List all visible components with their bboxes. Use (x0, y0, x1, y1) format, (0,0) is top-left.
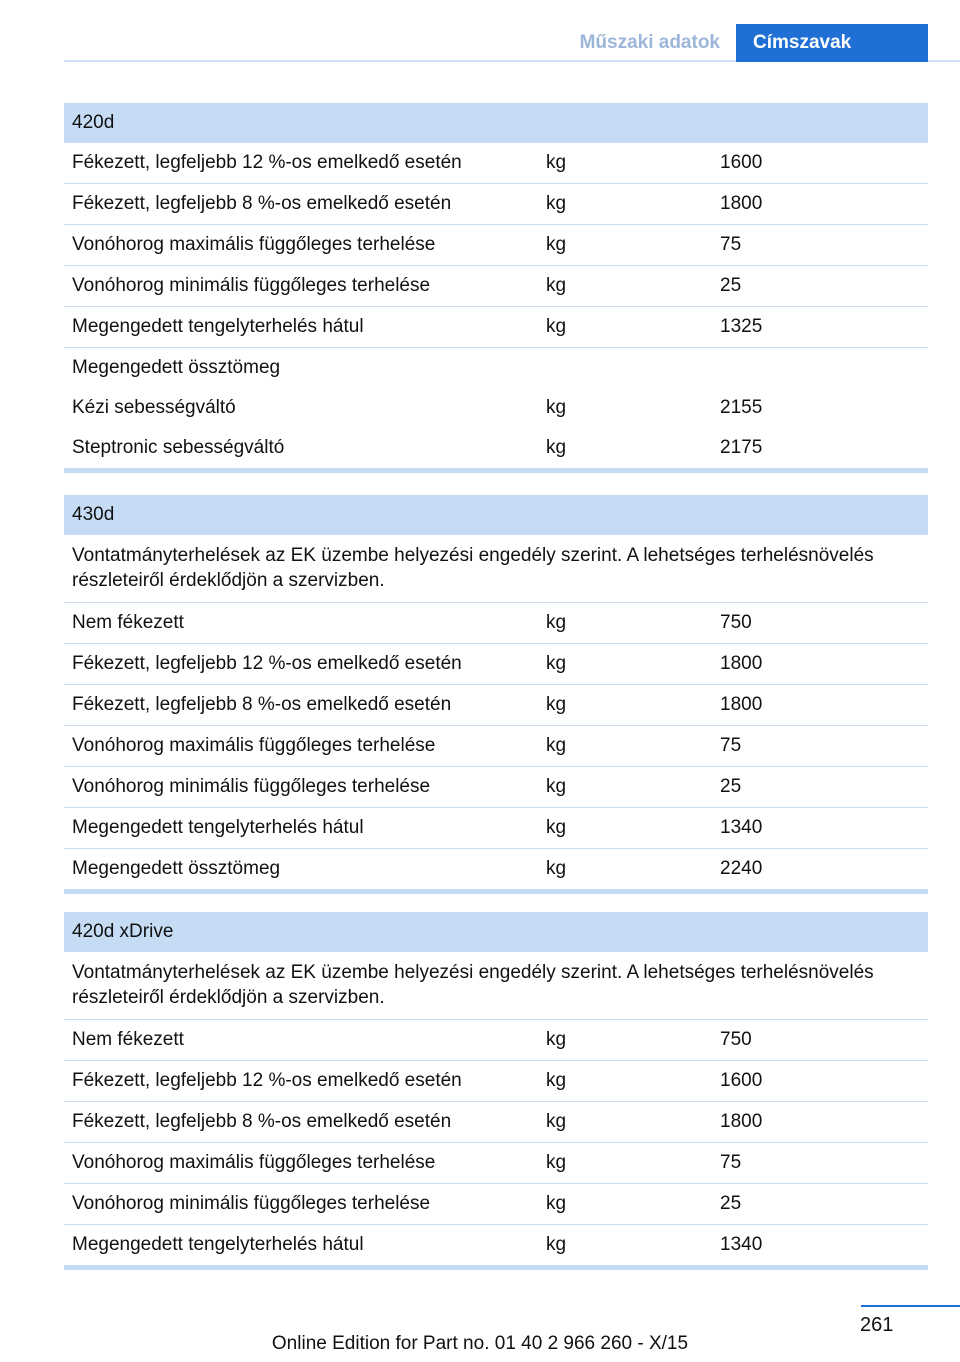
page-number-divider (861, 1305, 960, 1307)
table-row (64, 184, 928, 225)
row-label: Vonóhorog maximális függőleges terhelése (72, 735, 436, 756)
table-row (64, 1184, 928, 1225)
row-value: 1800 (720, 653, 763, 674)
row-unit: kg (546, 275, 567, 296)
row-label: Megengedett össztömeg (72, 858, 281, 879)
table-row (64, 307, 928, 348)
row-unit: kg (546, 1152, 567, 1173)
row-value: 2155 (720, 397, 763, 418)
header-section-tab[interactable]: Műszaki adatok (579, 32, 720, 53)
row-value: 25 (720, 776, 742, 797)
spec-table-420d-xdrive (64, 912, 928, 1270)
table-row (64, 348, 928, 388)
row-label: Fékezett, legfeljebb 8 %-os emelkedő esetén (72, 1111, 452, 1132)
row-unit: kg (546, 653, 567, 674)
row-unit: kg (546, 1070, 567, 1091)
row-value: 750 (720, 612, 752, 633)
row-label: Fékezett, legfeljebb 12 %-os emelkedő esetén (72, 152, 462, 173)
row-label: Megengedett tengelyterhelés hátul (72, 1234, 364, 1255)
row-unit: kg (546, 1234, 567, 1255)
row-value: 25 (720, 1193, 742, 1214)
row-unit: kg (546, 817, 567, 838)
row-unit: kg (546, 437, 567, 458)
row-value: 1600 (720, 1070, 763, 1091)
row-unit: kg (546, 735, 567, 756)
row-value: 2240 (720, 858, 763, 879)
table-title: 420d xDrive (64, 912, 928, 952)
row-label: Nem fékezett (72, 612, 184, 633)
footer-edition-text: Online Edition for Part no. 01 40 2 966 260 - X/15 (271, 1333, 689, 1354)
row-value: 25 (720, 275, 742, 296)
row-unit: kg (546, 152, 567, 173)
row-unit: kg (546, 694, 567, 715)
row-unit: kg (546, 858, 567, 879)
table-row (64, 143, 928, 184)
row-value: 1800 (720, 193, 763, 214)
table-row (64, 1061, 928, 1102)
table-title: 420d (64, 103, 928, 143)
row-label: Nem fékezett (72, 1029, 184, 1050)
row-label: Megengedett össztömeg (72, 357, 281, 378)
table-row (64, 1143, 928, 1184)
table-row (64, 644, 928, 685)
table-row (64, 1020, 928, 1061)
row-unit: kg (546, 1111, 567, 1132)
table-row (64, 808, 928, 849)
header-chapter-tab[interactable]: Címszavak (736, 24, 928, 62)
row-value: 1800 (720, 694, 763, 715)
table-row (64, 726, 928, 767)
row-label: Kézi sebességváltó (72, 397, 236, 418)
row-label: Fékezett, legfeljebb 8 %-os emelkedő esetén (72, 694, 452, 715)
table-row (64, 1225, 928, 1265)
row-label: Fékezett, legfeljebb 8 %-os emelkedő esetén (72, 193, 452, 214)
row-value: 75 (720, 735, 742, 756)
row-label: Vonóhorog minimális függőleges terhelése (72, 275, 431, 296)
table-row (64, 225, 928, 266)
row-unit: kg (546, 776, 567, 797)
page-number: 261 (860, 1314, 894, 1336)
table-row (64, 388, 928, 428)
row-unit: kg (546, 1193, 567, 1214)
table-row (64, 849, 928, 889)
row-value: 1325 (720, 316, 763, 337)
table-row (64, 266, 928, 307)
row-unit: kg (546, 316, 567, 337)
row-value: 75 (720, 1152, 742, 1173)
row-label: Vonóhorog maximális függőleges terhelése (72, 1152, 436, 1173)
row-unit: kg (546, 234, 567, 255)
row-value: 1600 (720, 152, 763, 173)
row-label: Vonóhorog minimális függőleges terhelése (72, 1193, 431, 1214)
row-unit: kg (546, 193, 567, 214)
row-label: Fékezett, legfeljebb 12 %-os emelkedő esetén (72, 653, 462, 674)
row-label: Fékezett, legfeljebb 12 %-os emelkedő esetén (72, 1070, 462, 1091)
row-label: Vonóhorog minimális függőleges terhelése (72, 776, 431, 797)
table-row (64, 428, 928, 468)
row-unit: kg (546, 397, 567, 418)
table-note: Vontatmányterhelések az EK üzembe helyezési engedély szerint. A lehetséges terhelésnövelés részleteiről érdeklődjön a szervizben. (64, 535, 928, 603)
table-row (64, 767, 928, 808)
table-title: 430d (64, 495, 928, 535)
row-value: 1340 (720, 817, 763, 838)
row-label: Steptronic sebességváltó (72, 437, 285, 458)
row-label: Megengedett tengelyterhelés hátul (72, 817, 364, 838)
row-label: Megengedett tengelyterhelés hátul (72, 316, 364, 337)
table-end-bar (64, 468, 928, 473)
table-end-bar (64, 1265, 928, 1270)
spec-table-430d (64, 495, 928, 894)
row-unit: kg (546, 1029, 567, 1050)
row-value: 75 (720, 234, 742, 255)
row-value (712, 348, 928, 388)
row-value: 750 (720, 1029, 752, 1050)
row-unit: kg (546, 612, 567, 633)
row-value: 1800 (720, 1111, 763, 1132)
row-value: 1340 (720, 1234, 763, 1255)
table-end-bar (64, 889, 928, 894)
spec-table-420d (64, 103, 928, 473)
table-note: Vontatmányterhelések az EK üzembe helyezési engedély szerint. A lehetséges terhelésnövelés részleteiről érdeklődjön a szervizben. (64, 952, 928, 1020)
row-label: Vonóhorog maximális függőleges terhelése (72, 234, 436, 255)
table-row (64, 603, 928, 644)
table-row (64, 1102, 928, 1143)
table-row (64, 685, 928, 726)
row-value: 2175 (720, 437, 763, 458)
row-unit (538, 348, 712, 388)
